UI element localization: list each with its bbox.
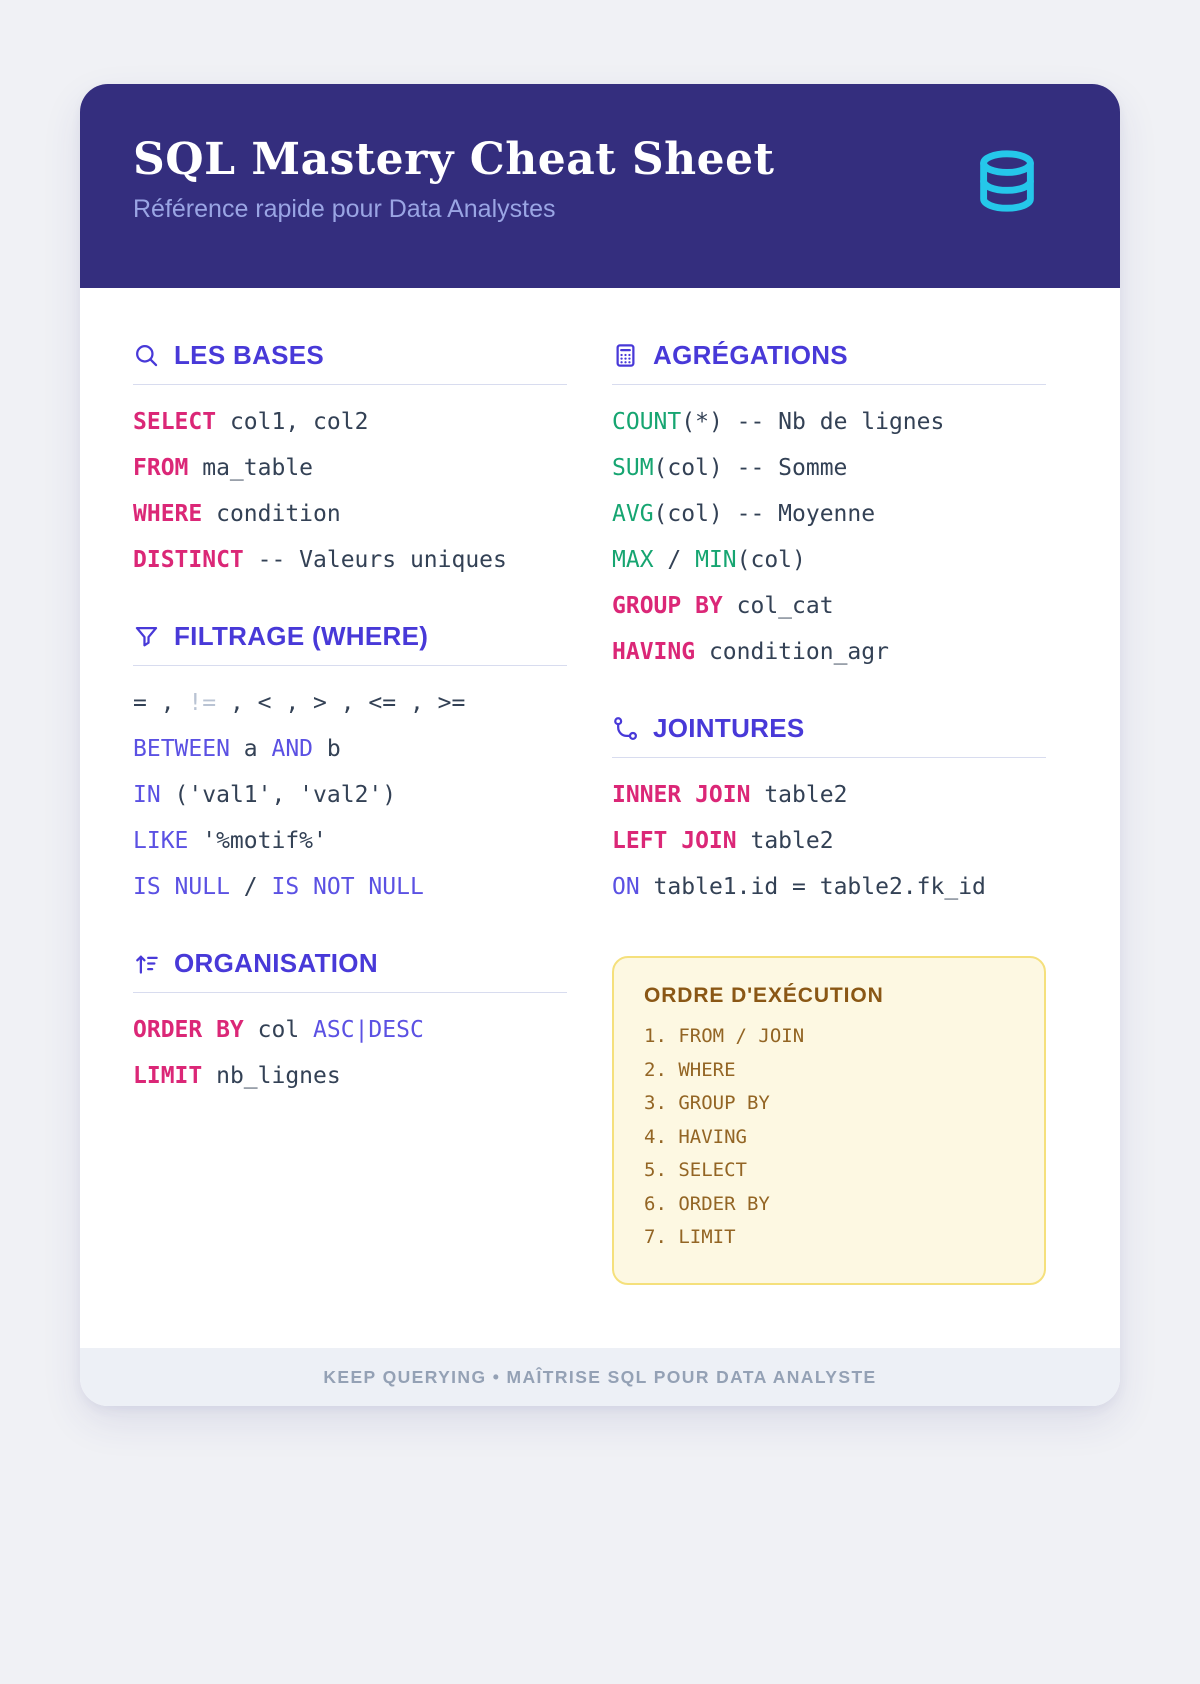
execution-order-item: 2. WHERE xyxy=(644,1058,736,1081)
execution-order-title: ORDRE D'EXÉCUTION xyxy=(644,984,884,1007)
code-segment: table1.id = table2.fk_id xyxy=(639,874,986,900)
section-bases xyxy=(133,340,567,583)
execution-order-item: 6. ORDER BY xyxy=(644,1192,770,1215)
code-segment: -- Valeurs uniques xyxy=(243,547,507,573)
code-segment: IS NOT NULL xyxy=(271,874,424,900)
code-line xyxy=(133,537,567,583)
execution-order-box xyxy=(612,956,1046,1285)
code-segment: b xyxy=(313,736,341,762)
code-block xyxy=(612,772,1046,910)
page-title: SQL Mastery Cheat Sheet xyxy=(133,134,775,185)
execution-order-item: 4. HAVING xyxy=(644,1125,747,1148)
section-divider xyxy=(133,384,567,385)
code-line xyxy=(612,445,1046,491)
code-segment: (*) -- Nb de lignes xyxy=(681,409,945,435)
section-divider xyxy=(133,992,567,993)
section-jointures xyxy=(612,713,1046,910)
section-header xyxy=(612,340,1046,371)
code-segment: '%motif%' xyxy=(188,828,327,854)
code-line xyxy=(612,818,1046,864)
code-line xyxy=(133,1053,567,1099)
code-segment: WHERE xyxy=(133,501,203,527)
code-segment: SELECT xyxy=(133,409,217,435)
code-segment: SUM xyxy=(612,455,654,481)
code-segment: nb_lignes xyxy=(202,1063,341,1089)
code-block xyxy=(612,399,1046,675)
code-line xyxy=(133,1007,567,1053)
code-line xyxy=(133,445,567,491)
code-segment: != xyxy=(188,690,217,716)
section-title: JOINTURES xyxy=(653,713,805,743)
execution-order-item: 7. LIMIT xyxy=(644,1226,736,1248)
header-text xyxy=(133,134,774,224)
code-segment: IN xyxy=(133,782,161,808)
footer xyxy=(80,1348,1120,1406)
footer-text: KEEP QUERYING • MAÎTRISE SQL POUR DATA ANALYSTE xyxy=(323,1366,877,1387)
code-segment: col xyxy=(243,1017,314,1043)
code-segment: col_cat xyxy=(722,593,834,619)
section-header xyxy=(133,948,567,979)
code-segment: LIKE xyxy=(133,828,189,854)
code-segment: col1, col2 xyxy=(216,409,369,435)
execution-order-item: 5. SELECT xyxy=(644,1159,747,1181)
section-header xyxy=(612,713,1046,744)
code-segment: ma_table xyxy=(188,455,314,481)
code-segment: ASC|DESC xyxy=(313,1017,424,1043)
code-segment: LIMIT xyxy=(133,1063,203,1089)
code-line xyxy=(133,399,567,445)
header xyxy=(80,84,1120,288)
calculator-icon xyxy=(612,342,639,369)
content xyxy=(80,288,1120,1285)
section-title: FILTRAGE (WHERE) xyxy=(174,621,429,651)
code-segment: AVG xyxy=(612,501,654,527)
code-line xyxy=(612,491,1046,537)
code-line xyxy=(133,864,567,910)
code-segment: (col) -- Somme xyxy=(653,455,848,481)
code-line xyxy=(133,772,567,818)
code-segment: condition_agr xyxy=(695,639,889,665)
code-segment: / xyxy=(229,874,272,900)
code-block xyxy=(133,399,567,583)
code-segment: ('val1', 'val2') xyxy=(160,782,397,808)
code-segment: INNER JOIN xyxy=(612,782,751,808)
code-line xyxy=(133,491,567,537)
column-left xyxy=(133,340,567,1285)
code-line xyxy=(612,399,1046,445)
code-segment: IS NULL xyxy=(133,874,230,900)
code-segment: condition xyxy=(202,501,341,527)
code-line xyxy=(133,818,567,864)
section-title: LES BASES xyxy=(174,340,325,370)
code-segment: a xyxy=(229,736,272,762)
page-subtitle: Référence rapide pour Data Analystes xyxy=(133,195,556,223)
section-divider xyxy=(133,665,567,666)
git-branch-icon xyxy=(612,715,639,742)
code-segment: LEFT JOIN xyxy=(612,828,737,854)
column-right xyxy=(612,340,1046,1285)
code-line xyxy=(612,629,1046,675)
code-segment: = , xyxy=(133,690,189,716)
code-segment: table2 xyxy=(750,782,848,808)
code-segment: HAVING xyxy=(612,639,696,665)
funnel-icon xyxy=(133,623,160,650)
code-segment: (col) -- Moyenne xyxy=(653,501,876,527)
code-segment: BETWEEN xyxy=(133,736,230,762)
section-divider xyxy=(612,757,1046,758)
code-line xyxy=(612,772,1046,818)
code-segment: table2 xyxy=(736,828,834,854)
section-title: ORGANISATION xyxy=(174,948,378,978)
code-line xyxy=(133,680,567,726)
code-segment: FROM xyxy=(133,455,189,481)
code-segment: MAX xyxy=(612,547,654,573)
code-segment: ORDER BY xyxy=(133,1017,244,1043)
code-segment: COUNT xyxy=(612,409,682,435)
code-segment: (col) xyxy=(736,547,806,573)
section-organisation xyxy=(133,948,567,1099)
cheat-sheet-card xyxy=(80,84,1120,1406)
section-header xyxy=(133,340,567,371)
code-segment: MIN xyxy=(695,547,737,573)
section-agregations xyxy=(612,340,1046,675)
section-title: AGRÉGATIONS xyxy=(653,340,848,370)
code-block xyxy=(133,1007,567,1099)
code-line xyxy=(612,537,1046,583)
code-segment: , < , > , <= , >= xyxy=(216,690,466,716)
section-header xyxy=(133,621,567,652)
execution-order-list xyxy=(644,1020,1014,1255)
execution-order-item: 3. GROUP BY xyxy=(644,1092,770,1114)
code-block xyxy=(133,680,567,910)
code-line xyxy=(612,583,1046,629)
section-filtrage xyxy=(133,621,567,910)
section-divider xyxy=(612,384,1046,385)
code-segment: / xyxy=(653,547,696,573)
code-segment: AND xyxy=(271,736,314,762)
code-segment: DISTINCT xyxy=(133,547,244,573)
search-icon xyxy=(133,342,160,369)
database-icon xyxy=(974,146,1040,216)
execution-order-item: 1. FROM / JOIN xyxy=(644,1025,805,1047)
sort-ascending-icon xyxy=(133,950,160,977)
code-line xyxy=(612,864,1046,910)
code-segment: ON xyxy=(612,874,640,900)
code-line xyxy=(133,726,567,772)
code-segment: GROUP BY xyxy=(612,593,723,619)
